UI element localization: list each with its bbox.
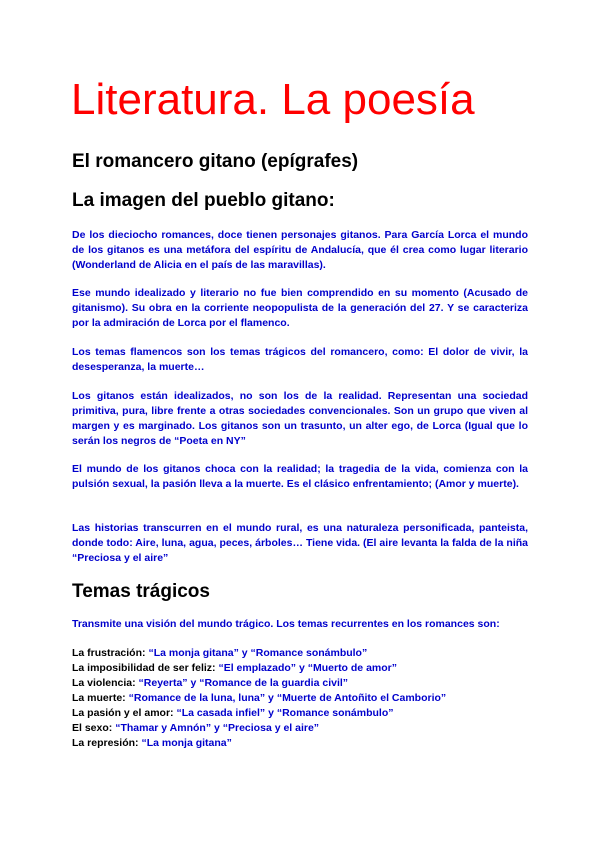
theme-works: “La monja gitana”	[141, 737, 232, 749]
list-item	[72, 706, 532, 721]
theme-label: La muerte:	[72, 692, 126, 704]
theme-works: “El emplazado” y “Muerto de amor”	[218, 662, 397, 674]
subtitle: El romancero gitano (epígrafes)	[72, 151, 359, 172]
theme-label: La pasión y el amor:	[72, 707, 174, 719]
list-item	[72, 721, 532, 736]
theme-works: “La monja gitana” y “Romance sonámbulo”	[148, 647, 368, 659]
theme-works: “La casada infiel” y “Romance sonámbulo”	[176, 707, 394, 719]
theme-works: “Romance de la luna, luna” y “Muerte de Antoñito el Camborio”	[128, 692, 447, 704]
theme-label: La frustración:	[72, 647, 146, 659]
page-title: Literatura. La poesía	[71, 75, 475, 124]
paragraph: Ese mundo idealizado y literario no fue bien comprendido en su momento (Acusado de gitanismo). Su obra en la corriente neopopulista de la generación del 27. Y se caracteriza por la admiración de Lorca por el flamenco.	[72, 287, 528, 329]
paragraph: El mundo de los gitanos choca con la realidad; la tragedia de la vida, comienza con la pulsión sexual, la pasión lleva a la muerte. Es el clásico enfrentamiento; (Amor y muerte).	[72, 463, 528, 490]
list-item	[72, 646, 532, 661]
paragraph: De los dieciocho romances, doce tienen personajes gitanos. Para García Lorca el mundo de los gitanos es una metáfora del espíritu de Andalucía, que él crea como lugar literario (Wonderland de Alicia en el país de las maravillas).	[72, 229, 528, 271]
paragraph: Los gitanos están idealizados, no son los de la realidad. Representan una sociedad primitiva, pura, libre frente a otras sociedades convencionales. Son un grupo que viven al margen y es marginado. Los gitanos son un trasunto, un alter ego, de Lorca (Igual que lo serán los negros de “Poeta en NY”	[72, 390, 528, 447]
theme-works: “Reyerta” y “Romance de la guardia civil”	[138, 677, 349, 689]
theme-label: El sexo:	[72, 722, 113, 734]
list-item	[72, 661, 532, 676]
section-heading-pueblo-gitano: La imagen del pueblo gitano:	[72, 190, 335, 211]
themes-list	[72, 646, 532, 751]
list-item	[72, 691, 532, 706]
section-heading-temas-tragicos: Temas trágicos	[72, 581, 210, 602]
section-intro: Transmite una visión del mundo trágico. Los temas recurrentes en los romances son:	[72, 618, 500, 630]
list-item	[72, 676, 532, 691]
paragraph: Las historias transcurren en el mundo rural, es una naturaleza personificada, panteista, donde todo: Aire, luna, agua, peces, árboles… Tiene vida. (El aire levanta la falda de la niña “Preciosa y el aire”	[72, 522, 528, 564]
theme-label: La represión:	[72, 737, 139, 749]
theme-label: La imposibilidad de ser feliz:	[72, 662, 216, 674]
theme-label: La violencia:	[72, 677, 136, 689]
paragraph: Los temas flamencos son los temas trágicos del romancero, como: El dolor de vivir, la desesperanza, la muerte…	[72, 346, 528, 373]
list-item	[72, 736, 532, 751]
theme-works: “Thamar y Amnón” y “Preciosa y el aire”	[115, 722, 320, 734]
